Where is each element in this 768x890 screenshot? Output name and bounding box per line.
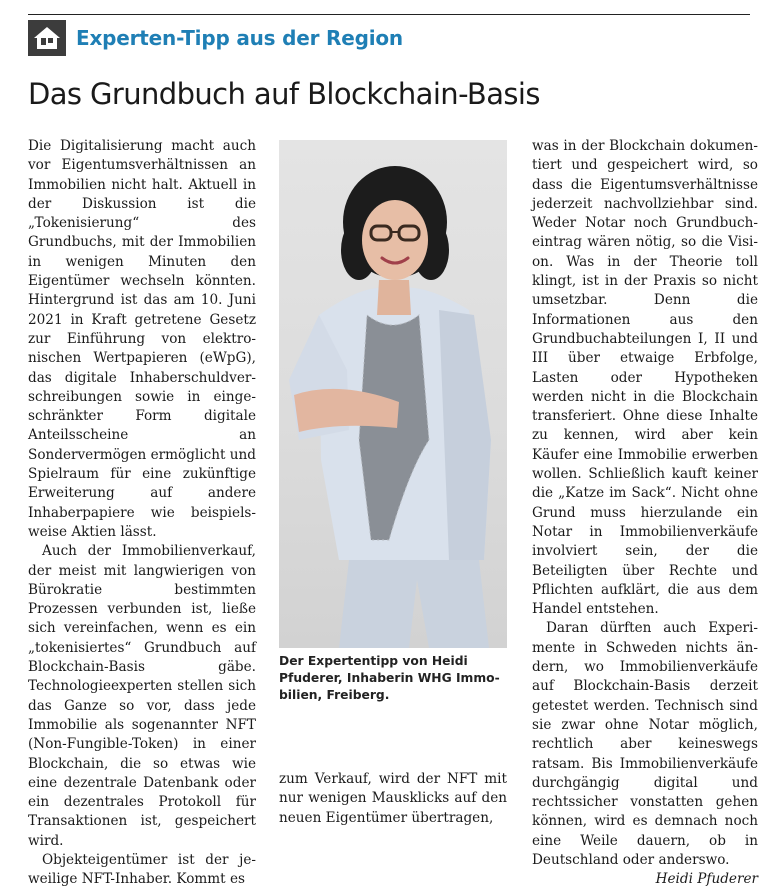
article-column-3 (532, 137, 758, 890)
paragraph: zum Verkauf, wird der NFT mit nur wenigen Mausklicks auf den neuen Eigentümer übertragen, (279, 771, 507, 826)
paragraph: Objekteigentümer ist der jeweilige NFT-Inhaber. Kommt es (28, 851, 256, 888)
author-signature: Heidi Pfuderer (655, 871, 758, 888)
section-kicker (28, 20, 403, 56)
article-column-1 (28, 137, 256, 890)
top-rule (28, 14, 750, 15)
kicker-label: Experten-Tipp aus der Region (76, 26, 403, 50)
portrait-photo (279, 140, 507, 648)
paragraph: Die Digitalisierung macht auch vor Eigentumsverhältnissen an Immobilien nicht halt. Aktuell in der Diskussion ist die „Tokenisierung“ des Grundbuchs, mit der Immobilien in wenigen Minuten den Eigentümer wechseln könnten. Hintergrund ist das am 10. Juni 2021 in Kraft getretene Gesetz zur Einführung von elektronischen Wertpapieren (eWpG), das digitale Inhaberschuldverschreibungen sowie in eingeschränkter Form digitale Anteilsscheine an Sondervermögen ermöglicht und Spielraum für eine zukünftige Erweiterung auf andere Inhaberpapiere wie beispielsweise Aktien lässt. (28, 138, 256, 540)
headline: Das Grundbuch auf Blockchain-Basis (28, 77, 540, 111)
home-icon (28, 20, 66, 56)
paragraph: Auch der Immobilienverkauf, der meist mit langwierigen von Bürokratie bestimmten Prozessen verbunden ist, ließe sich vereinfachen, wenn es ein „tokenisiertes“ Grundbuch auf Blockchain-Basis gäbe. Technologieexperten stellen sich das Ganze so vor, dass jede Immobilie als sogenannter NFT (Non-Fungible-Token) in einer Blockchain, die so etwas wie eine dezentrale Datenbank oder ein dezentrales Protokoll für Transaktionen ist, gespeichert wird. (28, 543, 256, 849)
paragraph: Daran dürften auch Experimente in Schweden nichts ändern, wo Immobilienverkäufe auf Blockchain-Basis derzeit getestet werden. Technisch sind sie zwar ohne Notar möglich, rechtlich aber keineswegs ratsam. Bis Immobilienverkäufe durchgängig digital und rechtssicher vonstatten gehen können, wird es demnach noch eine Weile dauern, ob in Deutschland oder anderswo. (532, 620, 758, 868)
photo-caption: Der Expertentipp von Heidi Pfuderer, Inhaberin WHG Immobilien, Freiberg. (279, 654, 500, 702)
article-column-2 (279, 770, 507, 828)
paragraph: was in der Blockchain dokumentiert und gespeichert wird, so dass die Eigentumsverhältnisse jederzeit nachvollziehbar sind. Weder Notar noch Grundbucheintrag wären nötig, so die Vision. Was in der Theorie toll klingt, ist in der Praxis so nicht umsetzbar. Denn die Informationen aus den Grundbuchabteilungen I, II und III über etwaige Erbfolge, Lasten oder Hypotheken werden nicht in die Blockchain transferiert. Ohne diese Inhalte zu kennen, wird aber kein Käufer eine Immobilie erwerben wollen. Schließlich kauft keiner die „Katze im Sack“. Nicht ohne Grund muss hierzulande ein Notar in Immobilienverkäufe involviert sein, der die Beteiligten über Rechte und Pflichten aufklärt, die aus dem Handel entstehen. (532, 138, 758, 618)
